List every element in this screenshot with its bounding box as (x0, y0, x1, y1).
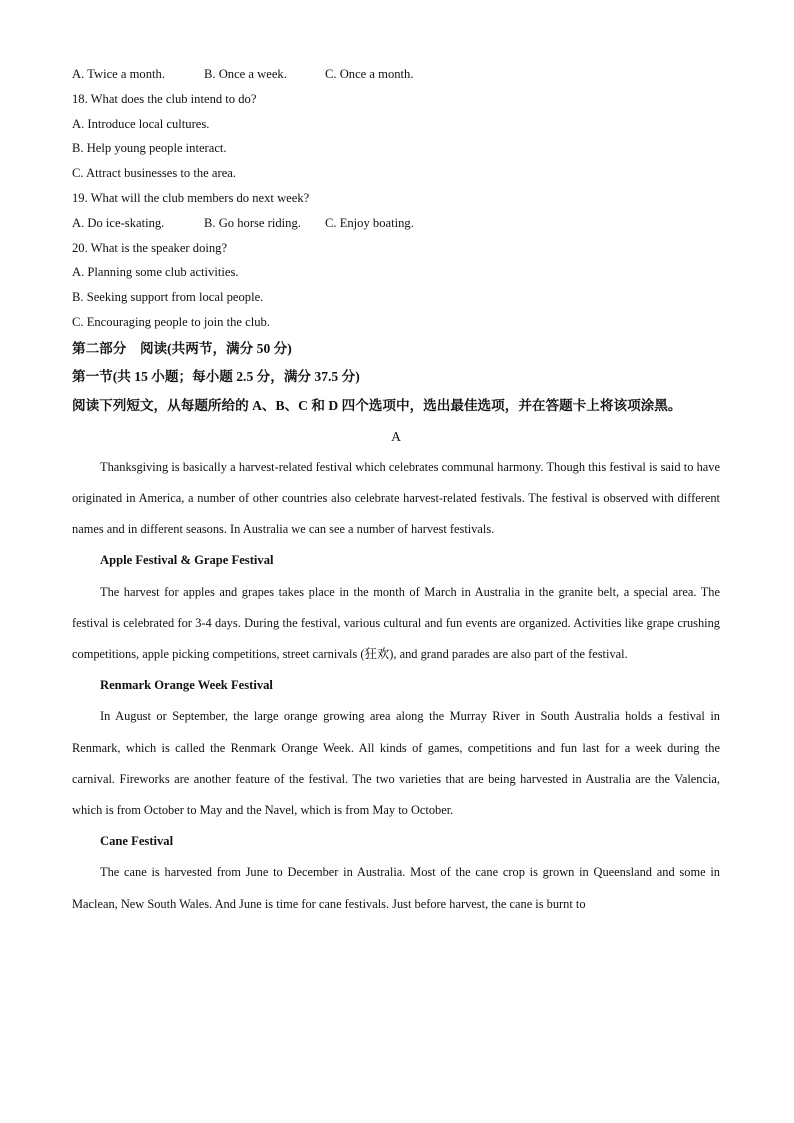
q20-stem: 20. What is the speaker doing? (72, 240, 228, 255)
q20-option-a: A. Planning some club activities. (72, 265, 239, 280)
section-body: In August or September, the large orange growing area along the Murray River in South Australia holds a festival in Renmark, which is called the Renmark Orange Week. All kinds of games, competitions and fun last for a week during the carnival. Fireworks are another feature of the festival. The two varieties that are being harvested in Australia are the Valencia, which is from October to May and the Navel, which is from May to October. (72, 709, 720, 817)
q18-option-c: C. Attract businesses to the area. (72, 166, 237, 181)
section-heading: Renmark Orange Week Festival (100, 678, 273, 693)
q18-stem: 18. What does the club intend to do? (72, 91, 257, 106)
section-heading: Apple Festival & Grape Festival (100, 553, 274, 568)
option-c: C. Once a month. (325, 67, 414, 81)
subsection-title: 第一节(共 15 小题；每小题 2.5 分，满分 37.5 分) (72, 368, 360, 384)
q18-option-b: B. Help young people interact. (72, 141, 227, 156)
q20-option-c: C. Encouraging people to join the club. (72, 314, 270, 329)
part-title: 第二部分 阅读(共两节，满分 50 分) (72, 340, 292, 356)
section-body: The cane is harvested from June to December in Australia. Most of the cane crop is grown in Queensland and some in Maclean, New South Wales. And June is time for cane festivals. Just before harvest, the cane is burnt to (72, 865, 720, 911)
q20-option-b: B. Seeking support from local people. (72, 290, 264, 305)
q19-stem: 19. What will the club members do next week? (72, 190, 310, 205)
option-a: A. Twice a month. (72, 67, 165, 81)
passage-label: A (391, 428, 401, 444)
option-c: C. Enjoy boating. (325, 215, 414, 230)
q18-option-a: A. Introduce local cultures. (72, 116, 210, 131)
section-heading: Cane Festival (100, 834, 174, 849)
q19-options (72, 211, 720, 236)
section-body: The harvest for apples and grapes takes place in the month of March in Australia in the granite belt, a special area. The festival is celebrated for 3-4 days. During the festival, various cultural and fun events are organized. Activities like grape crushing competitions, apple picking competitions, street carnivals (狂欢), and grand parades are also part of the festival. (72, 584, 720, 661)
passage-intro: Thanksgiving is basically a harvest-related festival which celebrates communal harmony. Though this festival is said to have originated in America, a number of other countries also celebrate harvest-related festivals. The festival is observed with different names and in different seasons. In Australia we can see a number of harvest festivals. (72, 459, 720, 537)
q17-options (72, 62, 720, 87)
option-b: B. Once a week. (204, 67, 287, 81)
exam-page (72, 62, 720, 920)
instructions: 阅读下列短文，从每题所给的 A、B、C 和 D 四个选项中，选出最佳选项，并在答题卡上将该项涂黑。 (72, 397, 682, 413)
option-a: A. Do ice-skating. (72, 215, 165, 230)
option-b: B. Go horse riding. (204, 215, 301, 230)
